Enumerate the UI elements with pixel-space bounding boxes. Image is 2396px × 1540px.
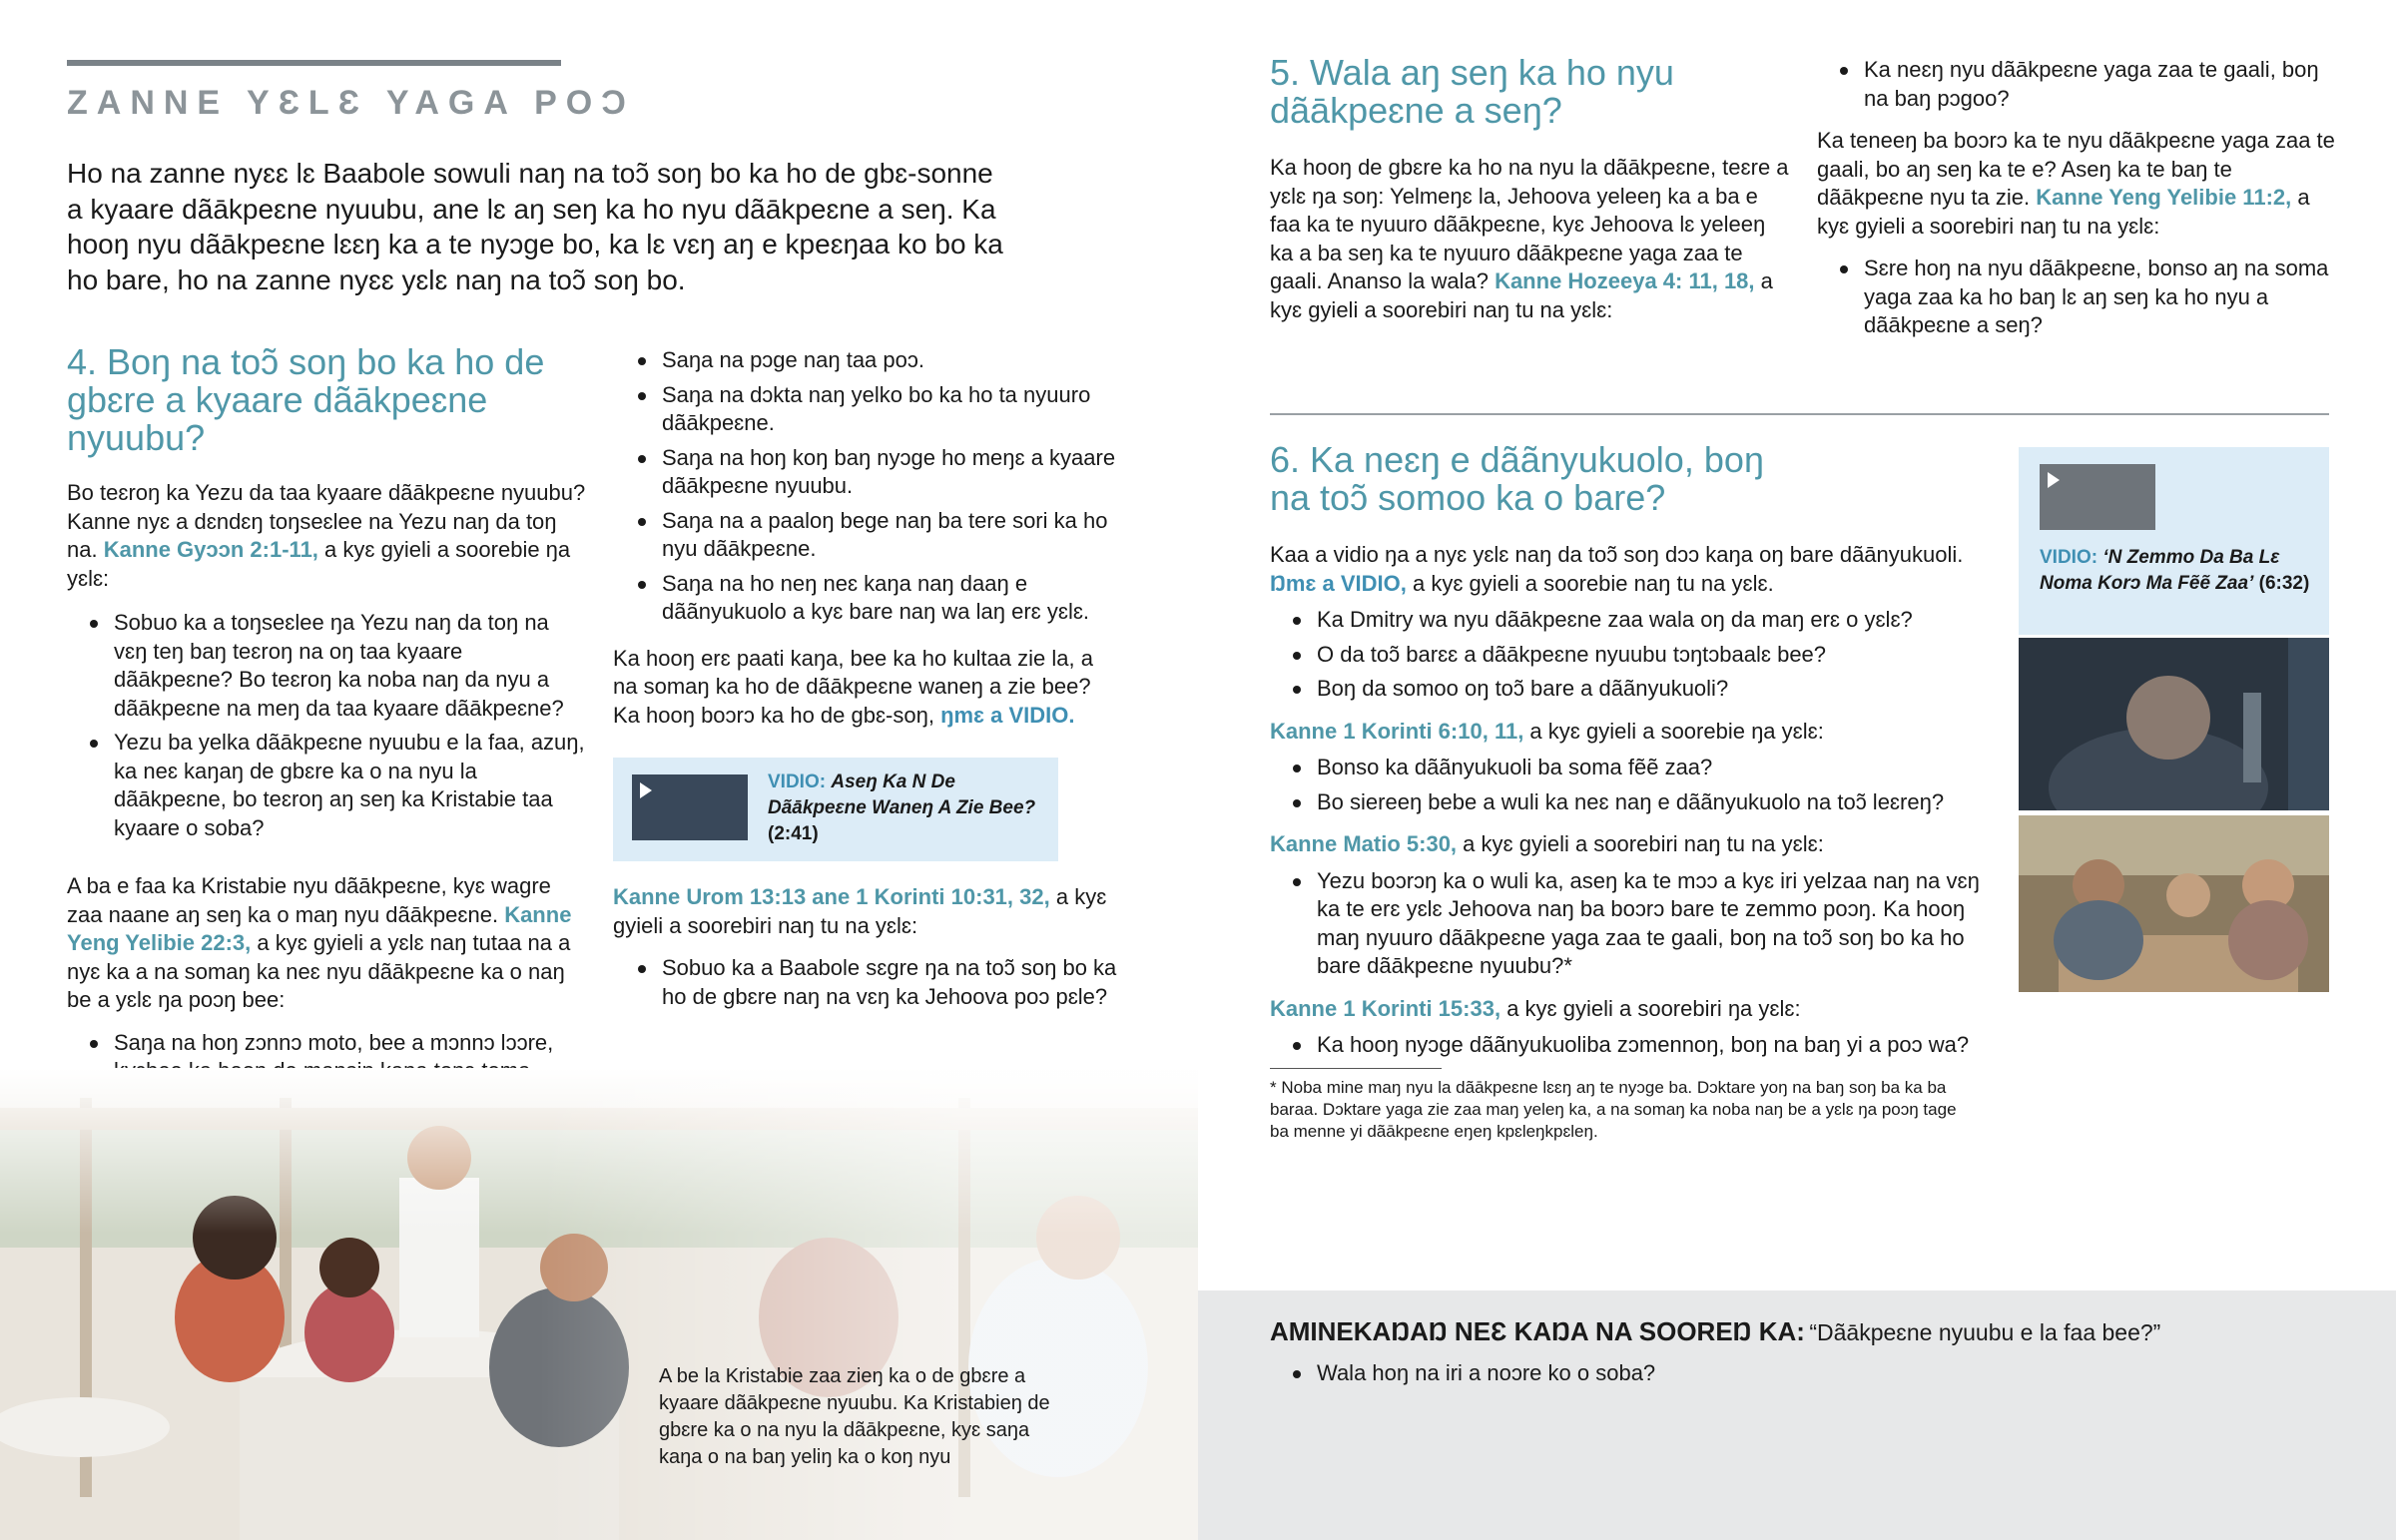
play-video-link[interactable]: Ŋmɛ a VIDIO, bbox=[1270, 570, 1407, 596]
list-item: Bonso ka dããnyukuoli ba soma fẽẽ zaa? bbox=[1317, 754, 1989, 782]
video-card[interactable] bbox=[2019, 447, 2329, 635]
list-item: Saŋa na a paaloŋ bege naŋ ba tere sori ka ho nyu dãākpeɛne. bbox=[662, 507, 1122, 564]
list-item: Saŋa na pɔge naŋ taa poɔ. bbox=[662, 346, 1122, 375]
footer-question: “Dãākpeɛne nyuubu e la faa bee?” bbox=[1809, 1319, 2161, 1345]
list-item: Wala hoŋ na iri a noɔre ko o soba? bbox=[1317, 1359, 2368, 1388]
list-item: Sɛre hoŋ na nyu dãākpeɛne, bonso aŋ na soma yaga zaa ka ho baŋ lɛ aŋ seŋ ka ho nyu a dãākpeɛne a seŋ? bbox=[1864, 255, 2336, 340]
question-list bbox=[1270, 1031, 1989, 1060]
page-title: ZANNE YƐLƐ YAGA POƆ bbox=[67, 84, 635, 122]
scripture-ref[interactable]: Kanne Yeng Yelibie 22:3, bbox=[67, 901, 572, 955]
section-4-paragraph-4: Kanne Urom 13:13 ane 1 Korinti 10:31, 32, a kyɛ gyieli a soorebiri naŋ tu na yɛlɛ: bbox=[613, 884, 1107, 938]
footer-title: AMINEKAŊAŊ NEƐ KAŊA NA SOOREŊ KA: bbox=[1270, 1316, 1805, 1346]
header-rule bbox=[67, 60, 561, 66]
list-item: Ka hooŋ nyɔge dããnyukuoliba zɔmennoŋ, boŋ na baŋ yi a poɔ wa? bbox=[1317, 1031, 1989, 1060]
intro-paragraph: Ho na zanne nyɛɛ lɛ Baabole sowuli naŋ na toɔ̃ soŋ bo ka ho de gbɛ-sonne a kyaare dãākpeɛne nyuubu, ane lɛ aŋ seŋ ka ho nyu dãākpeɛne a seŋ. Ka hooŋ nyu dãākpeɛne lɛɛŋ ka a te nyɔge bo, ka lɛ vɛŋ aŋ e kpeɛŋaa ko bo ka ho bare, ho na zanne nyɛɛ yɛlɛ naŋ na toɔ̃ soŋ bo. bbox=[67, 158, 1003, 295]
question-list bbox=[1270, 1359, 2368, 1388]
list-item: Ka neɛŋ nyu dãākpeɛne yaga zaa te gaali, boŋ na baŋ pɔgoo? bbox=[1864, 56, 2336, 113]
scripture-ref[interactable]: Kanne Gyɔɔn 2:1-11, bbox=[103, 537, 318, 562]
section-6-paragraph-1: Kaa a vidio ŋa a nyɛ yɛlɛ naŋ da toɔ̃ soŋ dɔɔ kaŋa oŋ bare dãānyukuoli. Ŋmɛ a VIDIO, a kyɛ gyieli a soorebie naŋ tu na yɛlɛ. bbox=[1270, 542, 1964, 596]
video-thumbnail[interactable] bbox=[632, 774, 748, 840]
list-item: Saŋa na ho neŋ neɛ kaŋa naŋ daaŋ e dããnyukuolo a kyɛ bare naŋ wa laŋ erɛ yɛlɛ. bbox=[662, 570, 1122, 627]
video-still-man-alone bbox=[2019, 638, 2329, 810]
list-item: Yezu ba yelka dãākpeɛne nyuubu e la faa, azuŋ, ka neɛ kaŋaŋ de gbɛre ka o na nyu la dãākpeɛne, bo teɛroŋ aŋ seŋ ka Kristabie taa kyaare o soba? bbox=[114, 729, 586, 842]
section-6-title: 6. Ka neɛŋ e dããnyukuolo, boŋ na toɔ̃ somoo ka o bare? bbox=[1270, 439, 1764, 518]
section-4-paragraph-3: Ka hooŋ erɛ paati kaŋa, bee ka ho kultaa zie la, a na somaŋ ka ho de dãākpeɛne waneŋ a zie bee? Ka hooŋ boɔrɔ ka ho de gbɛ-soŋ, ŋmɛ a VIDIO. bbox=[613, 645, 1093, 728]
list-item: O da toɔ̃ barɛɛ a dãākpeɛne nyuubu tɔŋtɔbaalɛ bee? bbox=[1317, 641, 1989, 670]
question-list bbox=[1817, 255, 2336, 340]
video-still-group-study bbox=[2019, 815, 2329, 992]
question-list bbox=[1270, 754, 1989, 816]
question-list bbox=[1270, 867, 1989, 981]
video-title[interactable]: ‘N Zemmo Da Ba Lɛ Noma Korɔ Ma Fẽẽ Zaa’ bbox=[2040, 547, 2280, 594]
question-list bbox=[1817, 56, 2336, 113]
scripture-ref[interactable]: Kanne 1 Korinti 15:33, bbox=[1270, 995, 1501, 1021]
play-video-link[interactable]: ŋmɛ a VIDIO. bbox=[940, 702, 1075, 728]
section-5-paragraph-1: Ka hooŋ de gbɛre ka ho na nyu la dãākpeɛne, teɛre a yɛlɛ ŋa soŋ: Yelmeŋɛ la, Jehoova yeleeŋ ka a ba e faa ka te nyuuro dãākpeɛne, kyɛ Jehoova lɛ yeleeŋ ka a ba seŋ ka te nyuuro dãākpeɛne yaga zaa te gaali. Ananso la wala? Kanne Hozeeya 4: 11, 18, a kyɛ gyieli a soorebiri naŋ tu na yɛlɛ: bbox=[1270, 155, 1789, 322]
footnote: * Noba mine maŋ nyu la dãākpeɛne lɛɛŋ aŋ te nyɔge ba. Dɔktare yoŋ na baŋ soŋ ba ka ba baraa. Dɔktare yaga zie zaa maŋ yeleŋ ka, a na somaŋ ka noba naŋ be a yɛlɛ ŋa poɔŋ tage ba menne yi dãākpeɛne eŋeŋ kpɛleŋkpɛleŋ. bbox=[1270, 1077, 1957, 1141]
illustration-caption: A be la Kristabie zaa zieŋ ka o de gbɛre a kyaare dãākpeɛne nyuubu. Ka Kristabieŋ de gbɛre ka o na nyu la dãākpeɛne, kyɛ saŋa kaŋa o na baŋ yeliŋ ka o koŋ nyu bbox=[659, 1365, 1050, 1468]
question-list bbox=[67, 609, 586, 842]
video-card[interactable] bbox=[613, 758, 1058, 861]
list-item: Yezu boɔrɔŋ ka o wuli ka, aseŋ ka te mɔɔ a kyɛ iri yelzaa naŋ na vɛŋ ka te erɛ yɛlɛ Jehoova naŋ ba boɔrɔ bare te zemmo poɔŋ. Ka hooŋ maŋ nyuuro dãākpeɛne yaga zaa te gaali, boŋ na toɔ̃ soŋ bo ka ho bare dãākpeɛne nyuubu?* bbox=[1317, 867, 1989, 981]
list-item: Ka Dmitry wa nyu dãākpeɛne zaa wala oŋ da maŋ erɛ o yɛlɛ? bbox=[1317, 606, 1989, 635]
question-list bbox=[613, 954, 1122, 1011]
section-divider bbox=[1270, 413, 2329, 415]
list-item: Saŋa na dɔkta naŋ yelko bo ka ho ta nyuuro dãākpeɛne. bbox=[662, 381, 1122, 438]
video-duration: (2:41) bbox=[768, 823, 819, 844]
scripture-ref[interactable]: Kanne 1 Korinti 6:10, 11, bbox=[1270, 718, 1524, 744]
video-label: VIDIO: bbox=[768, 771, 827, 792]
section-6-ref-2: Kanne 1 Korinti 6:10, 11, a kyɛ gyieli a soorebie ŋa yɛlɛ: bbox=[1270, 718, 1824, 744]
scripture-ref[interactable]: Kanne Yeng Yelibie 11:2, bbox=[2036, 185, 2292, 210]
question-list bbox=[1270, 606, 1989, 704]
section-4-paragraph-1: Bo teɛroŋ ka Yezu da taa kyaare dãākpeɛne nyuubu? Kanne nyɛ a dɛndɛŋ toŋseɛlee na Yezu naŋ da toŋ na. Kanne Gyɔɔn 2:1-11, a kyɛ gyieli a soorebie ŋa yɛlɛ: bbox=[67, 480, 586, 591]
discussion-footer bbox=[1198, 1290, 2396, 1540]
section-5-paragraph-2: Ka teneeŋ ba boɔrɔ ka te nyu dãākpeɛne yaga zaa te gaali, bo aŋ seŋ ka te e? Aseŋ ka te baŋ te dãākpeɛne nyu ta zie. Kanne Yeng Yelibie 11:2, a kyɛ gyieli a soorebiri naŋ tu na yɛlɛ: bbox=[1817, 128, 2335, 239]
video-thumbnail[interactable] bbox=[2040, 464, 2155, 530]
section-4-title: 4. Boŋ na toɔ̃ soŋ bo ka ho de gbɛre a kyaare dãākpeɛne nyuubu? bbox=[67, 341, 545, 458]
list-item: Boŋ da somoo oŋ toɔ̃ bare a dããnyukuoli? bbox=[1317, 675, 1989, 704]
footnote-rule bbox=[1270, 1068, 1442, 1069]
list-item: Sobuo ka a toŋseɛlee ŋa Yezu naŋ da toŋ na vɛŋ teŋ baŋ teɛroŋ na oŋ taa kyaare dãākpeɛne? Bo teɛroŋ ka noba naŋ da nyu a dãākpeɛne na meŋ da taa kyaare dãākpeɛne? bbox=[114, 609, 586, 723]
section-5-title: 5. Wala aŋ seŋ ka ho nyu dãākpeɛne a seŋ? bbox=[1270, 52, 1674, 131]
video-label: VIDIO: bbox=[2040, 547, 2098, 568]
section-6-ref-3: Kanne Matio 5:30, a kyɛ gyieli a soorebiri naŋ tu na yɛlɛ: bbox=[1270, 831, 1824, 856]
scripture-ref[interactable]: Kanne Urom 13:13 ane 1 Korinti 10:31, 32, bbox=[613, 884, 1050, 909]
situation-list-continued bbox=[613, 346, 1122, 627]
section-6-ref-4: Kanne 1 Korinti 15:33, a kyɛ gyieli a soorebiri ŋa yɛlɛ: bbox=[1270, 995, 1801, 1021]
section-4-paragraph-2: A ba e faa ka Kristabie nyu dãākpeɛne, kyɛ wagre zaa naane aŋ seŋ ka o maŋ nyu dãākpeɛne. Kanne Yeng Yelibie 22:3, a kyɛ gyieli a yɛlɛ naŋ tutaa na a nyɛ ka a na somaŋ ka neɛ nyu dãākpeɛne ka o naŋ be a yɛlɛ ŋa poɔŋ bee: bbox=[67, 873, 572, 1012]
list-item: Saŋa na hoŋ koŋ baŋ nyɔge ho meŋɛ a kyaare dãākpeɛne nyuubu. bbox=[662, 444, 1122, 501]
list-item: Saŋa na hoŋ zɔnnɔ moto, bee a mɔnnɔ lɔɔre, bbox=[114, 1029, 586, 1086]
list-item: Sobuo ka a Baabole sɛgre ŋa na toɔ̃ soŋ bo ka ho de gbɛre naŋ na vɛŋ ka Jehoova poɔ pɛle? bbox=[662, 954, 1122, 1011]
video-duration: (6:32) bbox=[2258, 573, 2310, 594]
scripture-ref[interactable]: Kanne Matio 5:30, bbox=[1270, 831, 1458, 856]
scripture-ref[interactable]: Kanne Hozeeya 4: 11, 18, bbox=[1495, 268, 1755, 293]
video-title[interactable]: Aseŋ Ka N De Dãākpeɛne Waneŋ A Zie Bee? bbox=[768, 771, 1036, 818]
list-item: Bo siereeŋ bebe a wuli ka neɛ naŋ e dããnyukuolo na toɔ̃ leɛreŋ? bbox=[1317, 788, 1989, 817]
